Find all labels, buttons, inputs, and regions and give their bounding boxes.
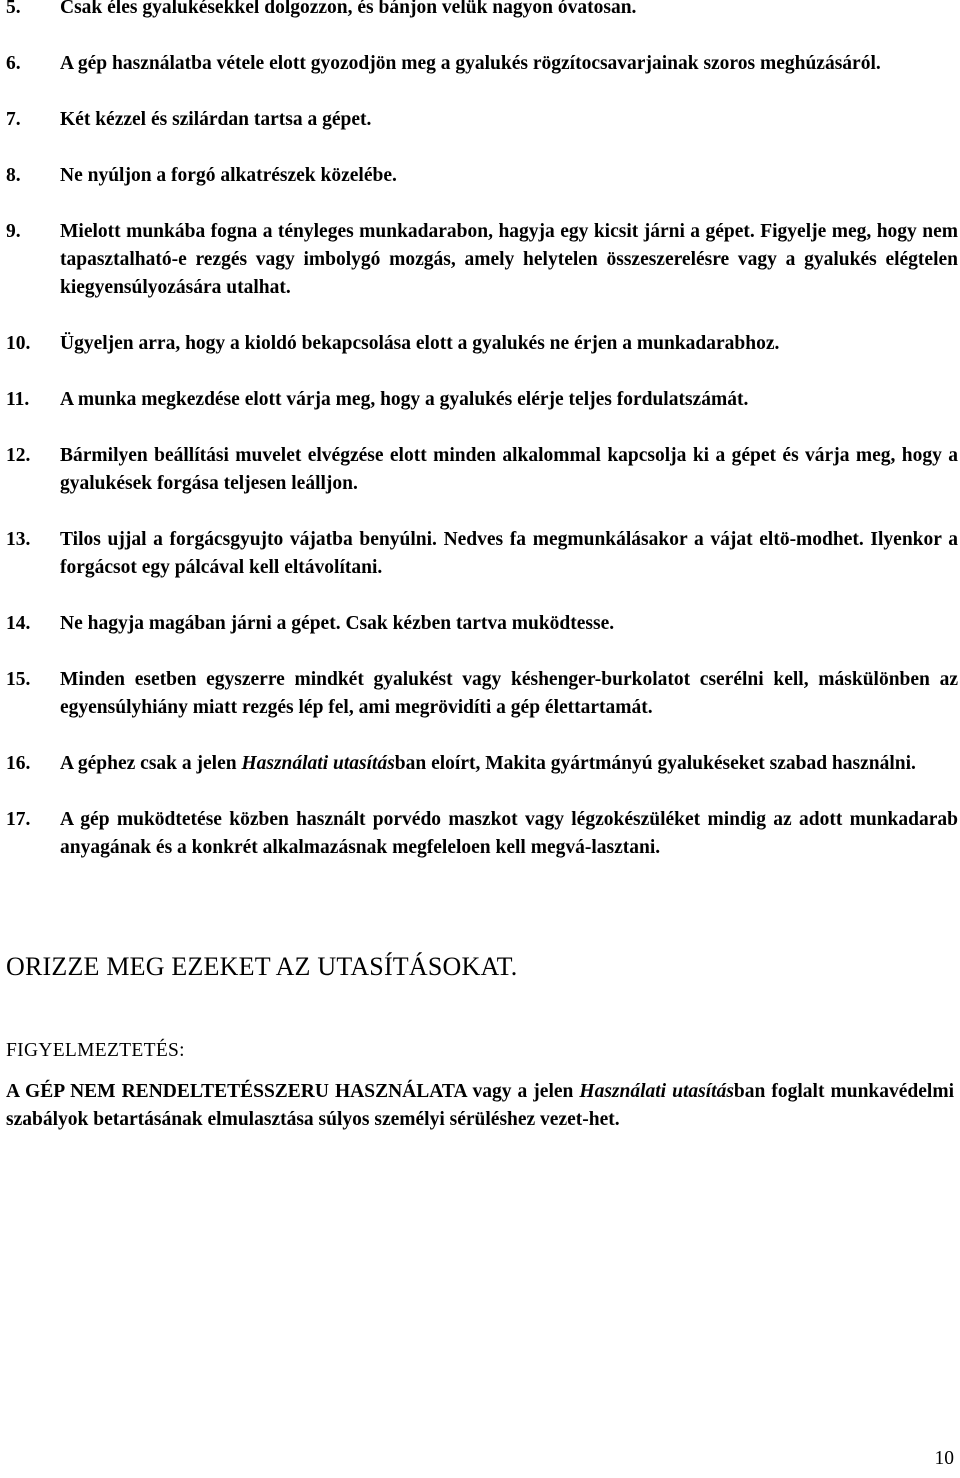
item-text-group: [60, 750, 958, 778]
item-number: 14.: [6, 613, 31, 634]
list-item: [6, 526, 958, 582]
item-text-italic: Használati utasítás: [241, 753, 395, 774]
list-item: [6, 106, 958, 134]
instructions-heading: ORIZZE MEG EZEKET AZ UTASÍTÁSOKAT.: [6, 952, 518, 981]
item-number: 8.: [6, 165, 21, 186]
item-text: A gép muködtetése közben használt porvédo maszkot vagy légzokészüléket mindig az adott munkadarab anyagának és a konkrét alkalmazásnak megfeleloen kell megvá-lasztani.: [60, 809, 958, 858]
list-item: [6, 50, 958, 78]
page-number: 10: [934, 1448, 954, 1469]
list-item: [6, 386, 958, 414]
item-number: 12.: [6, 445, 31, 466]
item-text: A gép használatba vétele elott gyozodjön meg a gyalukés rögzítocsavarjainak szoros meghúzásáról.: [60, 53, 881, 74]
warning-text-italic: Használati utasítás: [579, 1081, 734, 1102]
item-text: Minden esetben egyszerre mindkét gyalukést vagy késhenger-burkolatot cserélni kell, máskülönben az egyensúlyhiány miatt rezgés lép fel, ami megrövidíti a gép élettartamát.: [60, 669, 958, 718]
item-text: Bármilyen beállítási muvelet elvégzése elott minden alkalommal kapcsolja ki a gépet és várja meg, hogy a gyalukések forgása teljesen leálljon.: [60, 445, 958, 494]
warning-text-end: ban foglalt munkavédelmi szabályok betartásának elmulasztása súlyos személyi sérüléshez vezet-het.: [6, 1081, 954, 1130]
list-item: [6, 162, 958, 190]
item-text: Csak éles gyalukésekkel dolgozzon, és bánjon velük nagyon óvatosan.: [60, 0, 637, 18]
item-number: 10.: [6, 333, 31, 354]
item-number: 13.: [6, 529, 31, 550]
item-text-rest: ban eloírt, Makita gyártmányú gyalukéseket szabad használni.: [394, 753, 916, 774]
item-text: A géphez csak a jelen: [60, 753, 242, 774]
item-number: 16.: [6, 753, 31, 774]
warning-title: FIGYELMEZTETÉS:: [6, 1040, 185, 1061]
warning-text: [6, 1078, 954, 1134]
item-number: 6.: [6, 53, 21, 74]
item-number: 7.: [6, 109, 21, 130]
item-number: 5.: [6, 0, 21, 18]
list-item: [6, 330, 958, 358]
list-item: [6, 806, 958, 862]
item-text: Ne hagyja magában járni a gépet. Csak kézben tartva muködtesse.: [60, 613, 615, 634]
item-text: Tilos ujjal a forgácsgyujto vájatba benyúlni. Nedves fa megmunkálásakor a vájat eltö-modhet. Ilyenkor a forgácsot egy pálcával kell eltávolítani.: [60, 529, 958, 578]
item-number: 9.: [6, 221, 21, 242]
list-item: [6, 666, 958, 722]
item-text: Ne nyúljon a forgó alkatrészek közelébe.: [60, 165, 397, 186]
item-text: Mielott munkába fogna a tényleges munkadarabon, hagyja egy kicsit járni a gépet. Figyelje meg, hogy nem tapasztalható-e rezgés vagy imbolygó mozgás, amely helytelen összeszerelésre vagy a gyalukés elégtelen kiegyensúlyozására utalhat.: [60, 221, 958, 298]
list-item: [6, 750, 958, 778]
safety-rules-list: [6, 0, 958, 890]
item-text: Ügyeljen arra, hogy a kioldó bekapcsolása elott a gyalukés ne érjen a munkadarabhoz.: [60, 333, 780, 354]
list-item: [6, 610, 958, 638]
item-number: 17.: [6, 809, 31, 830]
list-item: [6, 0, 958, 22]
item-text: Két kézzel és szilárdan tartsa a gépet.: [60, 109, 372, 130]
list-item: [6, 442, 958, 498]
item-text: A munka megkezdése elott várja meg, hogy a gyalukés elérje teljes fordulatszámát.: [60, 389, 749, 410]
list-item: [6, 218, 958, 302]
warning-text-start: A GÉP NEM RENDELTETÉSSZERU HASZNÁLATA vagy a jelen: [6, 1081, 580, 1102]
item-number: 15.: [6, 669, 31, 690]
item-number: 11.: [6, 389, 30, 410]
